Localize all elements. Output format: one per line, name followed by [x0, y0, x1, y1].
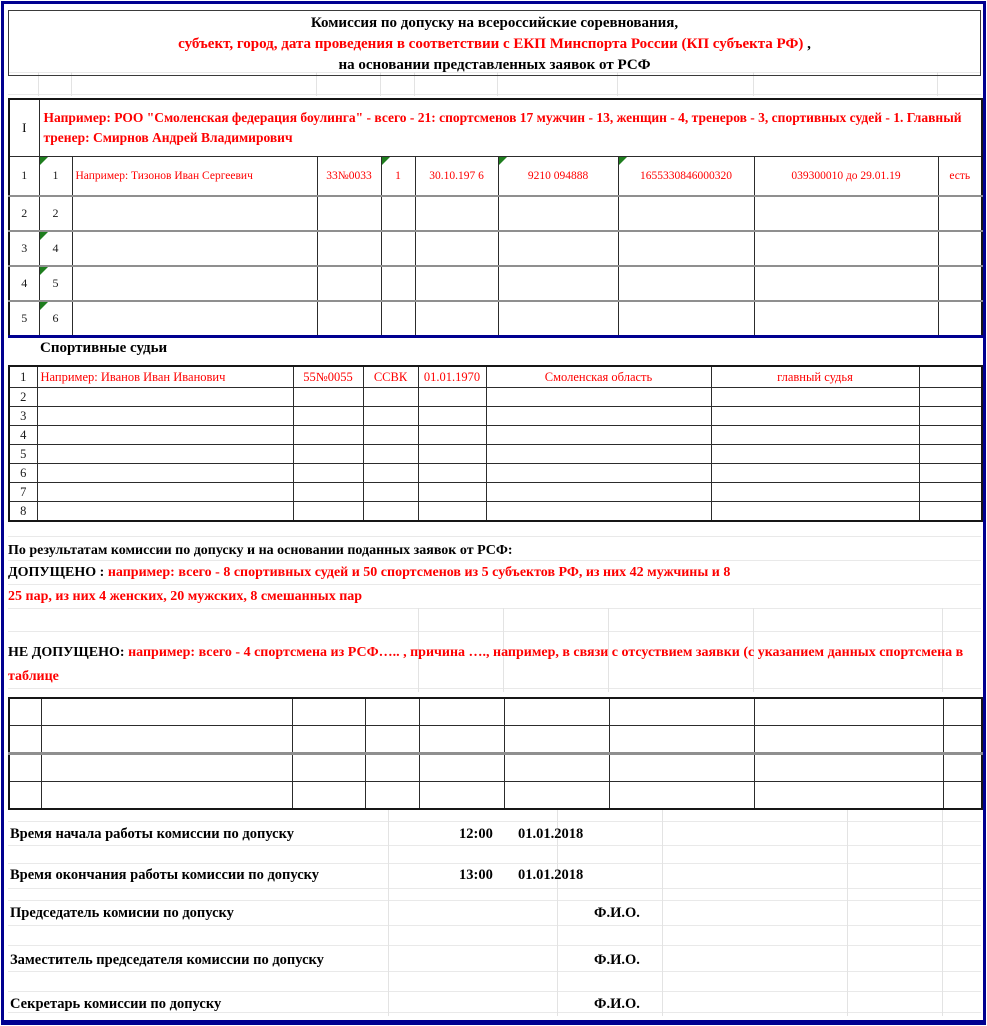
- athlete-passport-cell: 9210 094888: [498, 157, 618, 197]
- athlete-reg-number-cell: 1655330846000320: [618, 157, 754, 197]
- cell: [37, 502, 293, 522]
- rejected-empty-row: [9, 726, 982, 754]
- judge-role-cell: главный судья: [711, 366, 919, 388]
- row-index-cell: 5: [9, 301, 39, 337]
- cell: [381, 196, 415, 231]
- row-index-cell: 3: [9, 231, 39, 266]
- results-intro: По результатам комиссии по допуску и на основании поданных заявок от РСФ:: [8, 543, 513, 558]
- cell: [415, 231, 498, 266]
- cell: [919, 366, 982, 388]
- row-index-cell: 5: [9, 445, 37, 464]
- cell: [486, 483, 711, 502]
- commission-end-date: 01.01.2018: [518, 867, 584, 883]
- cell: [293, 502, 363, 522]
- judge-birthdate-cell: 01.01.1970: [418, 366, 486, 388]
- cell: [504, 782, 609, 810]
- cell: [365, 726, 419, 754]
- cell: [486, 464, 711, 483]
- cell: [943, 782, 982, 810]
- cell: [943, 754, 982, 782]
- title-line-3: на основании представленных заявок от РСФ: [338, 57, 651, 73]
- commission-start-row: [10, 826, 979, 843]
- cell: [943, 726, 982, 754]
- cell: [381, 301, 415, 337]
- cell: [498, 231, 618, 266]
- cell: [919, 483, 982, 502]
- row-index-cell: 1: [9, 366, 37, 388]
- athlete-number-cell: 4: [39, 231, 72, 266]
- comment-marker-icon: [40, 267, 48, 275]
- cell: [498, 266, 618, 301]
- cell: [363, 445, 418, 464]
- cell: [365, 698, 419, 726]
- cell: [415, 196, 498, 231]
- cell: [9, 782, 41, 810]
- cell: [293, 483, 363, 502]
- signature-row-secretary: [10, 996, 979, 1013]
- row-index-cell: 7: [9, 483, 37, 502]
- judge-empty-row: [9, 445, 982, 464]
- admitted-text: например: всего - 8 спортивных судей и 50 спортсменов из 5 субъектов РФ, из них 42 мужчины и 8: [107, 565, 731, 580]
- athlete-name-cell: Например: Тизонов Иван Сергеевич: [72, 157, 317, 197]
- cell: [919, 445, 982, 464]
- admitted-line-2: 25 пар, из них 4 женских, 20 мужских, 8 смешанных пар: [8, 589, 363, 604]
- title-block: [8, 10, 981, 76]
- cell: [293, 388, 363, 407]
- cell: [498, 196, 618, 231]
- signature-label: Заместитель председателя комиссии по допуску: [10, 952, 324, 968]
- cell: [9, 698, 41, 726]
- cell: [919, 388, 982, 407]
- row-index-cell: 4: [9, 426, 37, 445]
- title-line-1: Комиссия по допуску на всероссийские соревнования,: [310, 15, 679, 31]
- judge-empty-row: [9, 502, 982, 522]
- cell: [317, 231, 381, 266]
- cell: [711, 426, 919, 445]
- title-line-2-suffix: ,: [803, 36, 811, 52]
- judge-empty-row: [9, 483, 982, 502]
- judge-example-row: [9, 366, 982, 388]
- row-index-cell: 3: [9, 407, 37, 426]
- cell: [418, 464, 486, 483]
- comment-marker-icon: [499, 157, 507, 165]
- not-admitted-label: НЕ ДОПУЩЕНО:: [8, 645, 125, 660]
- comment-marker-icon: [619, 157, 627, 165]
- cell: [41, 698, 292, 726]
- athlete-empty-row: [9, 196, 982, 231]
- cell: [72, 196, 317, 231]
- cell: [486, 426, 711, 445]
- rejected-empty-row: [9, 698, 982, 726]
- cell: [363, 407, 418, 426]
- athlete-availability-cell: есть: [938, 157, 982, 197]
- cell: [363, 426, 418, 445]
- cell: [609, 754, 754, 782]
- cell: [317, 266, 381, 301]
- admitted-line: [8, 565, 981, 581]
- commission-start-time: 12:00: [459, 826, 493, 842]
- cell: [498, 301, 618, 337]
- judge-empty-row: [9, 407, 982, 426]
- cell: [41, 754, 292, 782]
- cell: [37, 388, 293, 407]
- title-line-2-red: субъект, город, дата проведения в соответствии с ЕКП Минспорта России (КП субъекта РФ): [178, 36, 804, 52]
- row-index-cell: 1: [9, 157, 39, 197]
- federation-summary-cell: Например: РОО "Смоленская федерация боулинга" - всего - 21: спортсменов 17 мужчин - 13, женщин - 4, тренеров - 3, спортивных судей - 1. Главный тренер: Смирнов Андрей Владимирович: [39, 99, 982, 157]
- cell: [9, 726, 41, 754]
- signature-row-chairman: [10, 905, 979, 922]
- row-index-cell: 8: [9, 502, 37, 522]
- cell: [317, 301, 381, 337]
- cell: [618, 196, 754, 231]
- cell: [365, 782, 419, 810]
- signature-fio: Ф.И.О.: [594, 905, 640, 921]
- cell: [365, 754, 419, 782]
- judge-empty-row: [9, 464, 982, 483]
- judge-empty-row: [9, 388, 982, 407]
- signature-label: Председатель комисии по допуску: [10, 905, 234, 921]
- judge-name-cell: Например: Иванов Иван Иванович: [37, 366, 293, 388]
- rejected-athletes-table: [8, 697, 983, 810]
- cell: [938, 231, 982, 266]
- judges-table: [8, 365, 983, 522]
- not-admitted-line: [8, 641, 977, 689]
- title-line-2: [9, 34, 980, 55]
- cell: [711, 483, 919, 502]
- judge-doc-cell: 55№0055: [293, 366, 363, 388]
- cell: [919, 426, 982, 445]
- cell: [419, 754, 504, 782]
- cell: [37, 464, 293, 483]
- athlete-license-cell: 039300010 до 29.01.19: [754, 157, 938, 197]
- athletes-table: [8, 98, 983, 338]
- cell: [37, 445, 293, 464]
- cell: [37, 407, 293, 426]
- athlete-birthdate-cell: 30.10.197 6: [415, 157, 498, 197]
- cell: [609, 726, 754, 754]
- cell: [72, 266, 317, 301]
- rejected-empty-row: [9, 754, 982, 782]
- cell: [938, 301, 982, 337]
- cell: [293, 464, 363, 483]
- cell: [72, 231, 317, 266]
- signature-label: Секретарь комиссии по допуску: [10, 996, 222, 1012]
- cell: [41, 726, 292, 754]
- signature-fio: Ф.И.О.: [594, 996, 640, 1012]
- cell: [754, 698, 943, 726]
- cell: [72, 301, 317, 337]
- comment-marker-icon: [40, 157, 48, 165]
- athlete-number-cell: 2: [39, 196, 72, 231]
- cell: [486, 407, 711, 426]
- cell: [754, 301, 938, 337]
- cell: [504, 754, 609, 782]
- cell: [486, 445, 711, 464]
- commission-start-date: 01.01.2018: [518, 826, 584, 842]
- cell: [292, 698, 365, 726]
- cell: [504, 698, 609, 726]
- cell: [363, 464, 418, 483]
- cell: [381, 231, 415, 266]
- cell: [754, 754, 943, 782]
- cell: [618, 266, 754, 301]
- cell: [41, 782, 292, 810]
- cell: [292, 782, 365, 810]
- cell: [919, 407, 982, 426]
- cell: [754, 266, 938, 301]
- cell: [292, 754, 365, 782]
- row-index-cell: 2: [9, 196, 39, 231]
- cell: [293, 445, 363, 464]
- commission-start-label: Время начала работы комиссии по допуску: [10, 826, 294, 842]
- cell: [419, 698, 504, 726]
- commission-end-label: Время окончания работы комиссии по допуску: [10, 867, 320, 883]
- cell: [711, 464, 919, 483]
- cell: [317, 196, 381, 231]
- row-index-cell: 2: [9, 388, 37, 407]
- cell: [415, 301, 498, 337]
- admitted-label: ДОПУЩЕНО :: [8, 565, 105, 580]
- cell: [943, 698, 982, 726]
- athlete-number-cell: 6: [39, 301, 72, 337]
- cell: [37, 483, 293, 502]
- cell: [486, 388, 711, 407]
- spreadsheet-page: [1, 1, 986, 1025]
- cell: [381, 266, 415, 301]
- cell: [418, 388, 486, 407]
- commission-end-row: [10, 867, 979, 884]
- cell: [486, 502, 711, 522]
- cell: [618, 231, 754, 266]
- cell: [609, 698, 754, 726]
- cell: [363, 502, 418, 522]
- athlete-example-row: [9, 157, 982, 197]
- athlete-number-cell: 1: [39, 157, 72, 197]
- cell: [293, 426, 363, 445]
- athlete-empty-row: [9, 266, 982, 301]
- athlete-number-cell: 5: [39, 266, 72, 301]
- comment-marker-icon: [382, 157, 390, 165]
- cell: [37, 426, 293, 445]
- cell: [363, 483, 418, 502]
- commission-end-time: 13:00: [459, 867, 493, 883]
- cell: [919, 464, 982, 483]
- cell: [754, 196, 938, 231]
- cell: [919, 502, 982, 522]
- rejected-empty-row: [9, 782, 982, 810]
- cell: [609, 782, 754, 810]
- judge-empty-row: [9, 426, 982, 445]
- judges-section-title: Спортивные судьи: [40, 340, 168, 356]
- cell: [711, 445, 919, 464]
- cell: [711, 407, 919, 426]
- cell: [504, 726, 609, 754]
- cell: [711, 388, 919, 407]
- cell: [9, 754, 41, 782]
- athlete-empty-row: [9, 231, 982, 266]
- signature-fio: Ф.И.О.: [594, 952, 640, 968]
- cell: [418, 426, 486, 445]
- federation-row-label-cell: I: [9, 99, 39, 157]
- cell: [419, 726, 504, 754]
- cell: [618, 301, 754, 337]
- cell: [293, 407, 363, 426]
- athlete-empty-row: [9, 301, 982, 337]
- judge-category-cell: ССВК: [363, 366, 418, 388]
- cell: [754, 231, 938, 266]
- cell: [418, 483, 486, 502]
- cell: [363, 388, 418, 407]
- judge-region-cell: Смоленская область: [486, 366, 711, 388]
- signature-row-deputy: [10, 952, 979, 969]
- athlete-doc-cell: 33№0033: [317, 157, 381, 197]
- cell: [711, 502, 919, 522]
- cell: [754, 782, 943, 810]
- athlete-count-cell: 1: [381, 157, 415, 197]
- cell: [418, 502, 486, 522]
- federation-summary-row: [9, 99, 982, 157]
- cell: [418, 407, 486, 426]
- cell: [418, 445, 486, 464]
- comment-marker-icon: [40, 232, 48, 240]
- comment-marker-icon: [40, 302, 48, 310]
- cell: [419, 782, 504, 810]
- cell: [938, 196, 982, 231]
- row-index-cell: 4: [9, 266, 39, 301]
- row-index-cell: 6: [9, 464, 37, 483]
- cell: [292, 726, 365, 754]
- cell: [754, 726, 943, 754]
- cell: [938, 266, 982, 301]
- cell: [415, 266, 498, 301]
- not-admitted-text: например: всего - 4 спортсмена из РСФ….. , причина …., например, в связи с отсуствием заявки (с указанием данных спортсмена в таблице: [8, 645, 964, 684]
